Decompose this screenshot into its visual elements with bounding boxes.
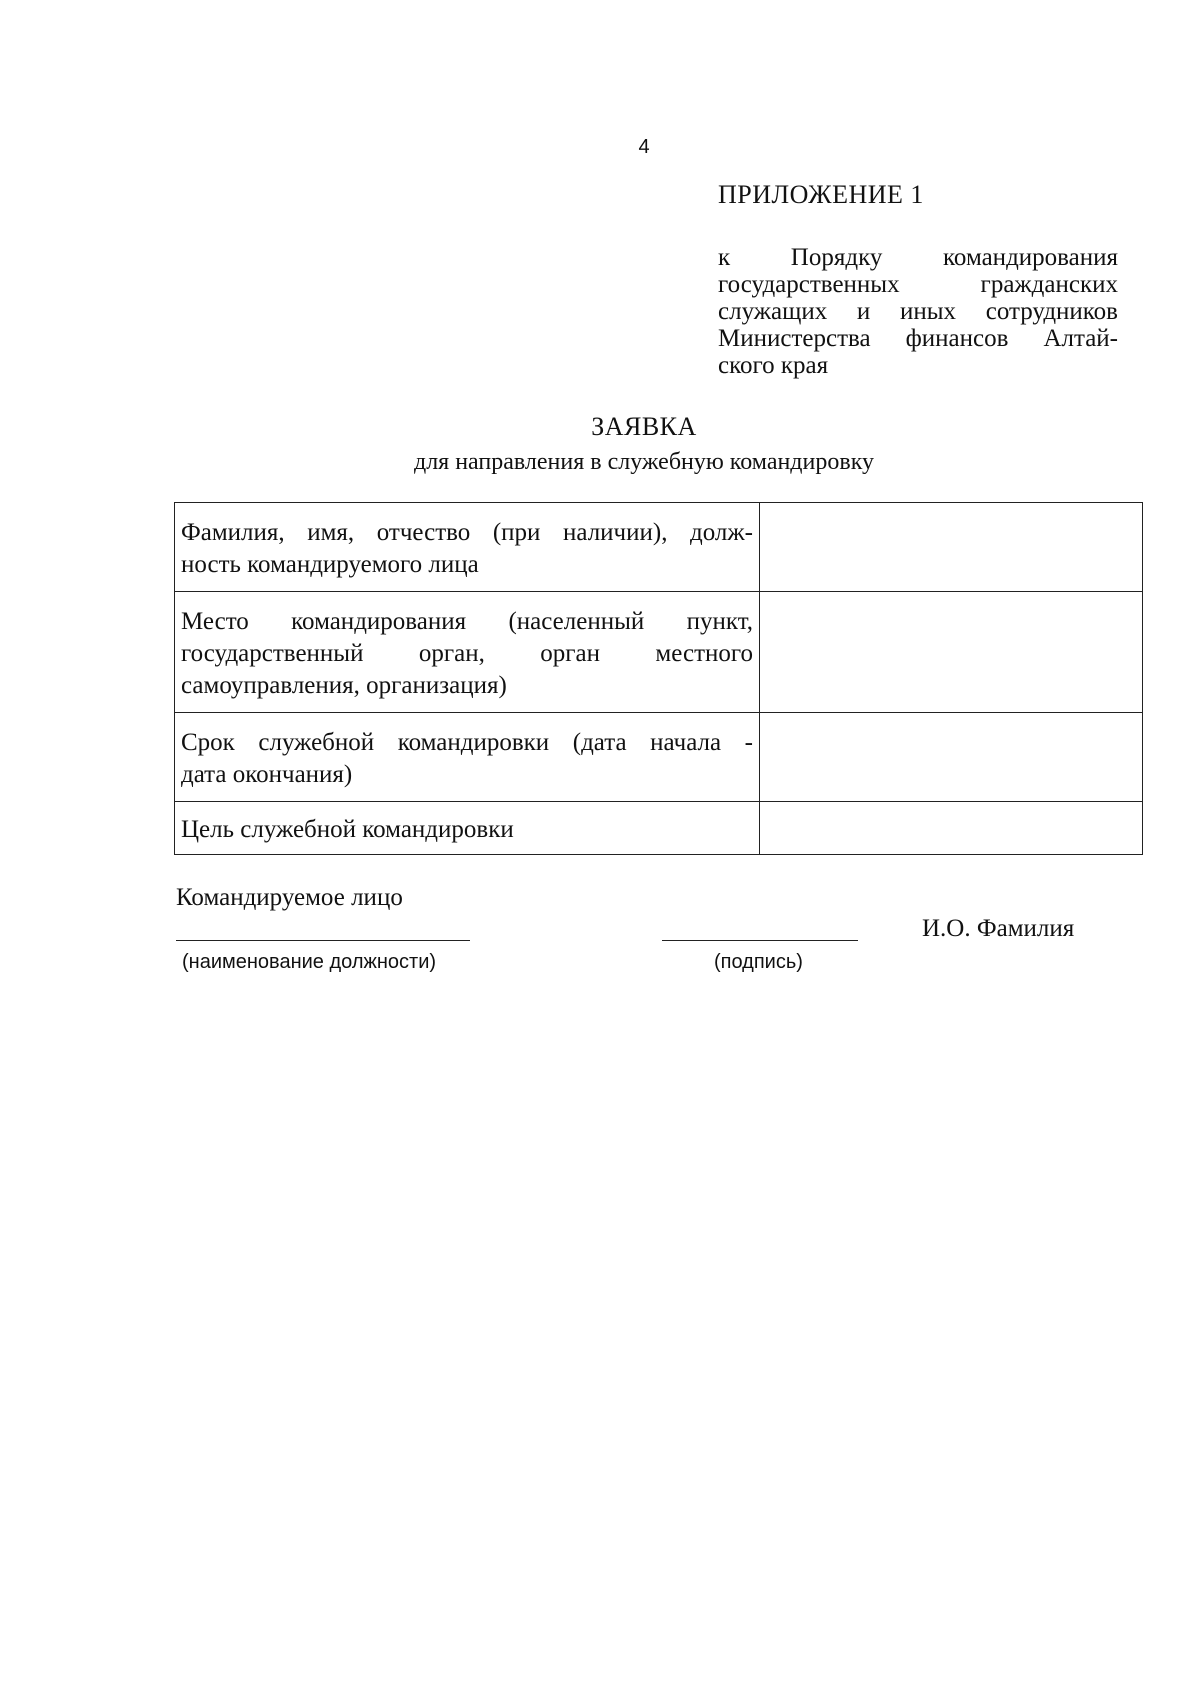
field-label-full-name <box>175 503 760 592</box>
signature-caption: (подпись) <box>714 951 803 973</box>
document-subtitle: для направления в служебную командировку <box>413 449 875 475</box>
appendix-title: ПРИЛОЖЕНИЕ 1 <box>718 180 924 209</box>
field-value-trip-period[interactable] <box>760 713 1143 802</box>
document-title: ЗАЯВКА <box>591 412 697 441</box>
appendix-note-line: служащих и иных сотрудников <box>718 298 1118 325</box>
label-line: самоуправления, организация) <box>181 672 507 699</box>
appendix-note <box>718 244 1118 379</box>
label-line: дата окончания) <box>181 761 353 788</box>
label-line: Фамилия, имя, отчество (при наличии), долж- <box>181 519 753 546</box>
page-number: 4 <box>638 136 650 158</box>
label-line: Место командирования (населенный пункт, <box>181 608 753 635</box>
sent-person-label: Командируемое лицо <box>176 884 403 911</box>
table-row <box>175 713 1143 802</box>
signature-line[interactable] <box>662 940 858 941</box>
label-line: Срок служебной командировки (дата начала - <box>181 729 753 756</box>
field-value-destination[interactable] <box>760 592 1143 713</box>
position-caption: (наименование должности) <box>182 951 437 973</box>
field-value-trip-purpose[interactable] <box>760 802 1143 855</box>
appendix-note-line: к Порядку командирования <box>718 244 1118 271</box>
label-line: государственный орган, орган местного <box>181 640 753 667</box>
label-line: Цель служебной командировки <box>181 816 514 843</box>
appendix-note-line: Министерства финансов Алтай- <box>718 325 1118 352</box>
appendix-note-line: ского края <box>718 352 829 379</box>
request-form-table <box>174 502 1143 855</box>
field-label-destination <box>175 592 760 713</box>
field-value-full-name[interactable] <box>760 503 1143 592</box>
table-row <box>175 802 1143 855</box>
position-line[interactable] <box>176 940 470 941</box>
field-label-trip-purpose <box>175 802 760 855</box>
name-initials: И.О. Фамилия <box>922 915 1075 942</box>
table-row <box>175 592 1143 713</box>
table-row <box>175 503 1143 592</box>
appendix-note-line: государственных гражданских <box>718 271 1118 298</box>
label-line: ность командируемого лица <box>181 551 479 578</box>
field-label-trip-period <box>175 713 760 802</box>
